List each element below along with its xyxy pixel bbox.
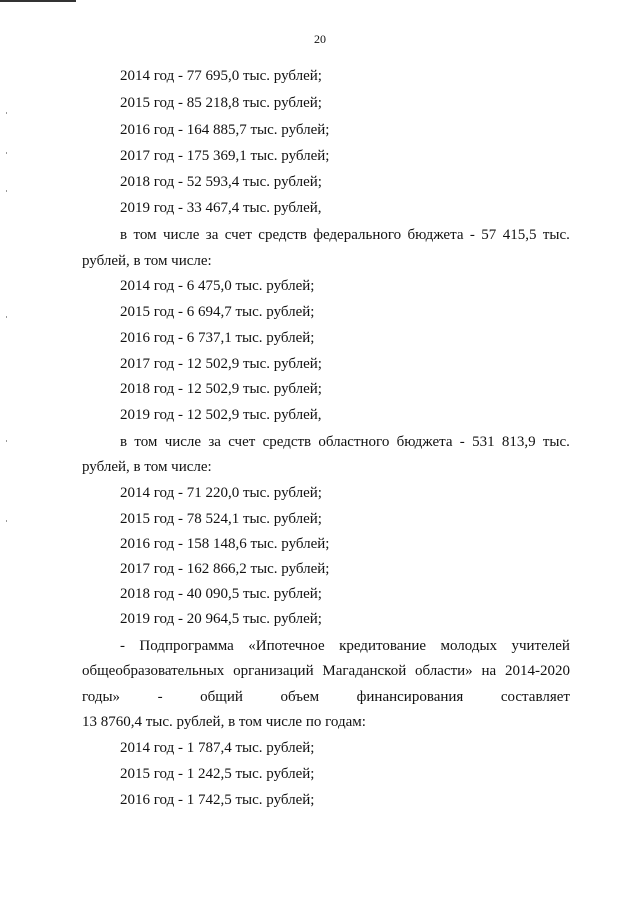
- year-line: 2018 год - 52 593,4 тыс. рублей;: [120, 174, 322, 190]
- word: кредитование: [339, 638, 427, 654]
- word: Магаданской: [322, 663, 407, 679]
- word: числе: [164, 434, 202, 450]
- word: бюджета: [407, 227, 464, 243]
- year-line: 2014 год - 1 787,4 тыс. рублей;: [120, 740, 315, 756]
- word: за: [208, 434, 221, 450]
- federal-budget-line: [120, 226, 570, 244]
- word: объем: [280, 689, 320, 705]
- word: области»: [415, 663, 473, 679]
- word: составляет: [500, 689, 570, 705]
- word: учителей: [511, 638, 570, 654]
- year-line: 2014 год - 6 475,0 тыс. рублей;: [120, 278, 315, 294]
- year-line: 2019 год - 33 467,4 тыс. рублей,: [120, 200, 322, 216]
- year-line: 2019 год - 20 964,5 тыс. рублей;: [120, 611, 322, 627]
- word: -: [157, 689, 163, 705]
- scan-artifact: [6, 112, 7, 114]
- scan-artifact: [6, 190, 7, 192]
- year-line: 2015 год - 85 218,8 тыс. рублей;: [120, 95, 322, 111]
- word: в: [120, 434, 128, 450]
- word: тыс.: [542, 434, 570, 450]
- word: счет: [228, 434, 256, 450]
- word: 2014-2020: [504, 663, 570, 679]
- word: областного: [318, 434, 390, 450]
- word: на: [481, 663, 497, 679]
- word: общеобразовательных: [82, 663, 225, 679]
- federal-budget-continuation: рублей, в том числе:: [82, 253, 212, 269]
- regional-budget-line: [120, 433, 570, 451]
- scan-artifact: [6, 520, 7, 522]
- subprogram-line-2: [82, 662, 570, 680]
- word: том: [133, 227, 157, 243]
- word: 813,9: [501, 434, 536, 450]
- scan-artifact: [6, 152, 7, 154]
- year-line: 2018 год - 40 090,5 тыс. рублей;: [120, 586, 322, 602]
- word: молодых: [440, 638, 498, 654]
- year-line: 2016 год - 164 885,7 тыс. рублей;: [120, 122, 330, 138]
- subprogram-line-4: 13 8760,4 тыс. рублей, в том числе по годам:: [82, 714, 366, 730]
- word: в: [120, 227, 128, 243]
- year-line: 2018 год - 12 502,9 тыс. рублей;: [120, 381, 322, 397]
- year-line: 2015 год - 78 524,1 тыс. рублей;: [120, 511, 322, 527]
- word: -: [469, 227, 475, 243]
- word: 57: [481, 227, 497, 243]
- year-line: 2016 год - 158 148,6 тыс. рублей;: [120, 536, 330, 552]
- scan-artifact: [6, 440, 7, 442]
- word: финансирования: [356, 689, 464, 705]
- year-line: 2017 год - 162 866,2 тыс. рублей;: [120, 561, 330, 577]
- word: числе: [162, 227, 200, 243]
- year-line: 2017 год - 12 502,9 тыс. рублей;: [120, 356, 322, 372]
- word: за: [205, 227, 219, 243]
- year-line: 2019 год - 12 502,9 тыс. рублей,: [120, 407, 322, 423]
- subprogram-line-1: [120, 637, 570, 655]
- year-line: 2014 год - 77 695,0 тыс. рублей;: [120, 68, 322, 84]
- year-line: 2015 год - 6 694,7 тыс. рублей;: [120, 304, 315, 320]
- word: Подпрограмма: [139, 638, 234, 654]
- top-rule: [0, 0, 76, 2]
- subprogram-line-3: [82, 688, 570, 706]
- scan-artifact: [6, 316, 7, 318]
- word: годы»: [82, 689, 121, 705]
- page-number: 20: [314, 32, 326, 46]
- year-line: 2017 год - 175 369,1 тыс. рублей;: [120, 148, 330, 164]
- year-line: 2015 год - 1 242,5 тыс. рублей;: [120, 766, 315, 782]
- word: -: [459, 434, 465, 450]
- word: федерального: [313, 227, 402, 243]
- word: -: [120, 638, 125, 654]
- word: средств: [262, 434, 312, 450]
- year-line: 2016 год - 6 737,1 тыс. рублей;: [120, 330, 315, 346]
- word: 531: [472, 434, 495, 450]
- year-line: 2016 год - 1 742,5 тыс. рублей;: [120, 792, 315, 808]
- word: средств: [258, 227, 307, 243]
- word: счет: [224, 227, 252, 243]
- word: 415,5: [502, 227, 537, 243]
- word: организаций: [233, 663, 314, 679]
- regional-budget-continuation: рублей, в том числе:: [82, 459, 212, 475]
- word: «Ипотечное: [248, 638, 325, 654]
- word: общий: [200, 689, 243, 705]
- year-line: 2014 год - 71 220,0 тыс. рублей;: [120, 485, 322, 501]
- word: тыс.: [542, 227, 570, 243]
- word: том: [134, 434, 158, 450]
- word: бюджета: [396, 434, 453, 450]
